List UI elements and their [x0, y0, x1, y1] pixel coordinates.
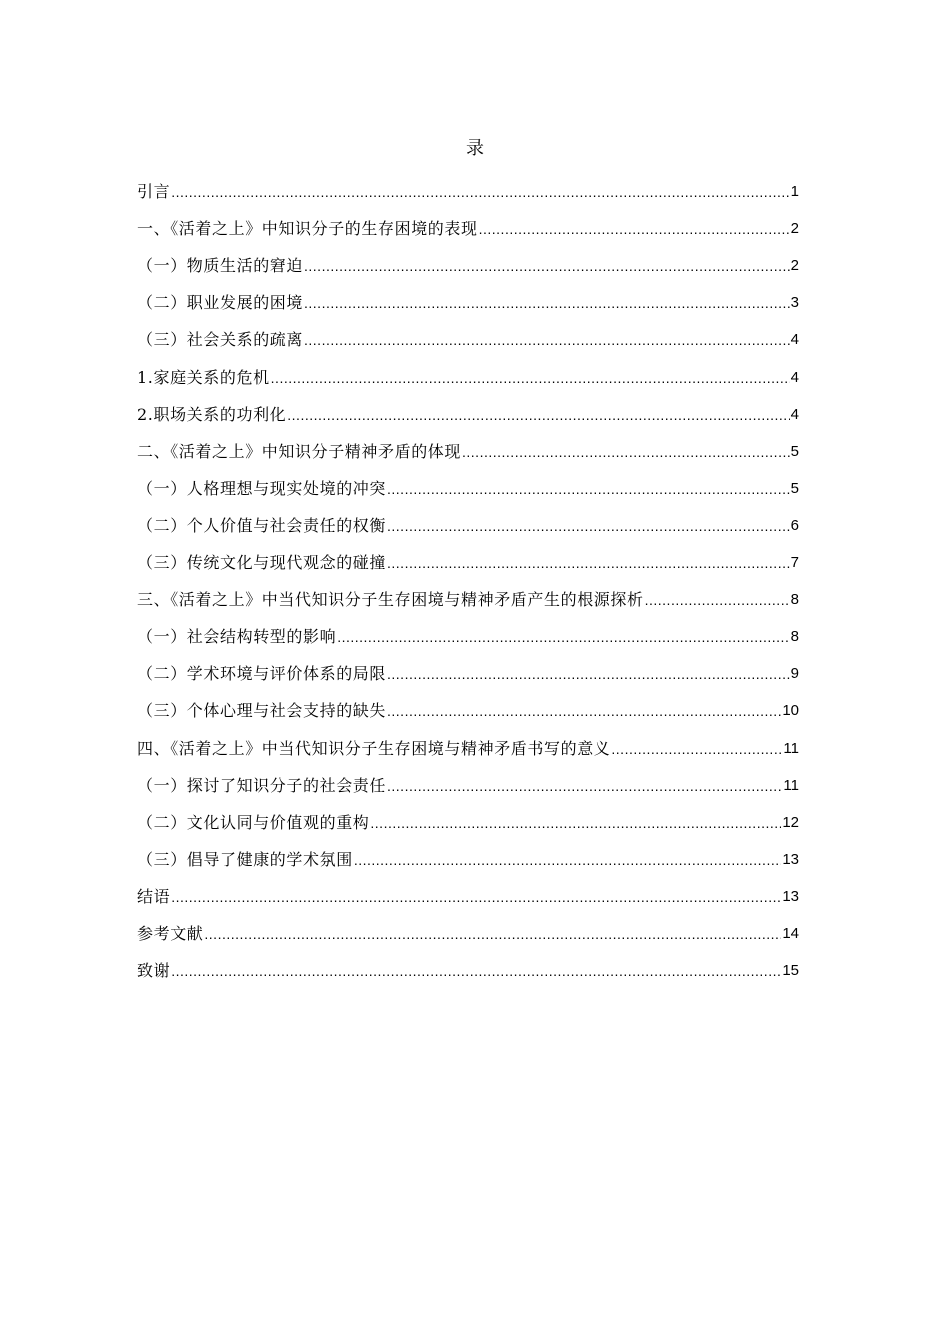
toc-leader-dots: [304, 332, 790, 348]
toc-entry-section-4-3[interactable]: [137, 836, 799, 873]
toc-entry-chapter-3[interactable]: [137, 576, 799, 613]
toc-entry-page: 10: [782, 702, 799, 720]
toc-entry-section-1-2[interactable]: [137, 279, 799, 316]
toc-entry-label: 结语: [137, 886, 171, 906]
toc-entry-introduction[interactable]: [137, 168, 799, 205]
toc-leader-dots: [387, 481, 790, 497]
toc-entry-page: 4: [790, 368, 799, 386]
toc-title: 录: [466, 138, 484, 159]
toc-entry-chapter-4[interactable]: [137, 724, 799, 761]
toc-leader-dots: [171, 963, 781, 979]
toc-entry-page: 3: [790, 294, 799, 312]
toc-entry-page: 9: [790, 665, 799, 683]
toc-entry-section-3-1[interactable]: [137, 613, 799, 650]
toc-entry-acknowledgements[interactable]: [137, 947, 799, 984]
toc-leader-dots: [645, 592, 790, 608]
toc-entry-section-4-2[interactable]: [137, 799, 799, 836]
toc-entry-page: 6: [790, 516, 799, 534]
toc-entry-label: 1.家庭关系的危机: [137, 367, 270, 387]
toc-leader-dots: [304, 295, 790, 311]
toc-entry-page: 5: [790, 442, 799, 460]
toc-leader-dots: [387, 703, 781, 719]
toc-entry-page: 2: [790, 257, 799, 275]
toc-entry-section-1-3[interactable]: [137, 316, 799, 353]
toc-entry-page: 11: [783, 739, 799, 757]
toc-entry-label: （一）物质生活的窘迫: [137, 256, 304, 276]
toc-leader-dots: [479, 221, 790, 237]
toc-entry-label: （二）个人价值与社会责任的权衡: [137, 515, 387, 535]
toc-entry-label: 2.职场关系的功利化: [137, 404, 287, 424]
toc-leader-dots: [304, 258, 790, 274]
toc-entry-conclusion[interactable]: [137, 873, 799, 910]
toc-entry-subsection-1-3-1[interactable]: [137, 353, 799, 390]
toc-entry-label: （三）传统文化与现代观念的碰撞: [137, 553, 387, 573]
toc-entry-label: （二）文化认同与价值观的重构: [137, 812, 370, 832]
toc-entry-page: 1: [790, 183, 799, 201]
toc-entry-page: 13: [782, 887, 799, 905]
toc-entry-label: 参考文献: [137, 923, 204, 943]
toc-leader-dots: [337, 629, 789, 645]
toc-entry-section-1-1[interactable]: [137, 242, 799, 279]
toc-entry-page: 4: [790, 331, 799, 349]
toc-leader-dots: [387, 666, 790, 682]
toc-entry-label: （一）探讨了知识分子的社会责任: [137, 775, 387, 795]
toc-entry-section-3-3[interactable]: [137, 687, 799, 724]
toc-entry-label: （三）个体心理与社会支持的缺失: [137, 701, 387, 721]
toc-entry-label: （三）倡导了健康的学术氛围: [137, 849, 353, 869]
toc-entry-page: 8: [790, 591, 799, 609]
toc-entry-label: （三）社会关系的疏离: [137, 330, 304, 350]
toc-entry-section-3-2[interactable]: [137, 650, 799, 687]
toc-entry-section-2-3[interactable]: [137, 539, 799, 576]
toc-entry-page: 4: [790, 405, 799, 423]
toc-entry-section-4-1[interactable]: [137, 762, 799, 799]
toc-entry-references[interactable]: [137, 910, 799, 947]
toc-leader-dots: [171, 889, 781, 905]
toc-entry-subsection-1-3-2[interactable]: [137, 391, 799, 428]
toc-entry-page: 5: [790, 479, 799, 497]
toc-entry-label: （二）职业发展的困境: [137, 293, 304, 313]
toc-entry-page: 14: [782, 924, 799, 942]
toc-entry-chapter-2[interactable]: [137, 428, 799, 465]
toc-leader-dots: [271, 370, 790, 386]
toc-entry-page: 2: [790, 220, 799, 238]
toc-entry-label: 一、《活着之上》中知识分子的生存困境的表现: [137, 219, 478, 239]
toc-entry-page: 15: [782, 962, 799, 980]
toc-leader-dots: [462, 444, 790, 460]
toc-leader-dots: [204, 926, 781, 942]
toc-entry-page: 11: [783, 776, 799, 794]
table-of-contents: [137, 168, 799, 984]
toc-leader-dots: [171, 184, 789, 200]
toc-entry-label: 三、《活着之上》中当代知识分子生存困境与精神矛盾产生的根源探析: [137, 590, 644, 610]
toc-entry-label: 致谢: [137, 961, 171, 981]
toc-entry-label: （二）学术环境与评价体系的局限: [137, 664, 387, 684]
toc-leader-dots: [387, 555, 790, 571]
toc-entry-label: 引言: [137, 182, 171, 202]
toc-leader-dots: [287, 407, 789, 423]
toc-leader-dots: [611, 741, 782, 757]
toc-entry-page: 8: [790, 628, 799, 646]
toc-leader-dots: [387, 518, 790, 534]
toc-entry-section-2-1[interactable]: [137, 465, 799, 502]
toc-entry-page: 7: [790, 554, 799, 572]
toc-entry-section-2-2[interactable]: [137, 502, 799, 539]
toc-entry-chapter-1[interactable]: [137, 205, 799, 242]
toc-leader-dots: [354, 852, 782, 868]
toc-entry-label: （一）人格理想与现实处境的冲突: [137, 478, 387, 498]
toc-leader-dots: [387, 778, 782, 794]
toc-entry-label: 四、《活着之上》中当代知识分子生存困境与精神矛盾书写的意义: [137, 738, 611, 758]
toc-entry-page: 13: [782, 850, 799, 868]
toc-entry-label: 二、《活着之上》中知识分子精神矛盾的体现: [137, 441, 462, 461]
toc-entry-page: 12: [782, 813, 799, 831]
toc-leader-dots: [370, 815, 781, 831]
toc-entry-label: （一）社会结构转型的影响: [137, 627, 337, 647]
